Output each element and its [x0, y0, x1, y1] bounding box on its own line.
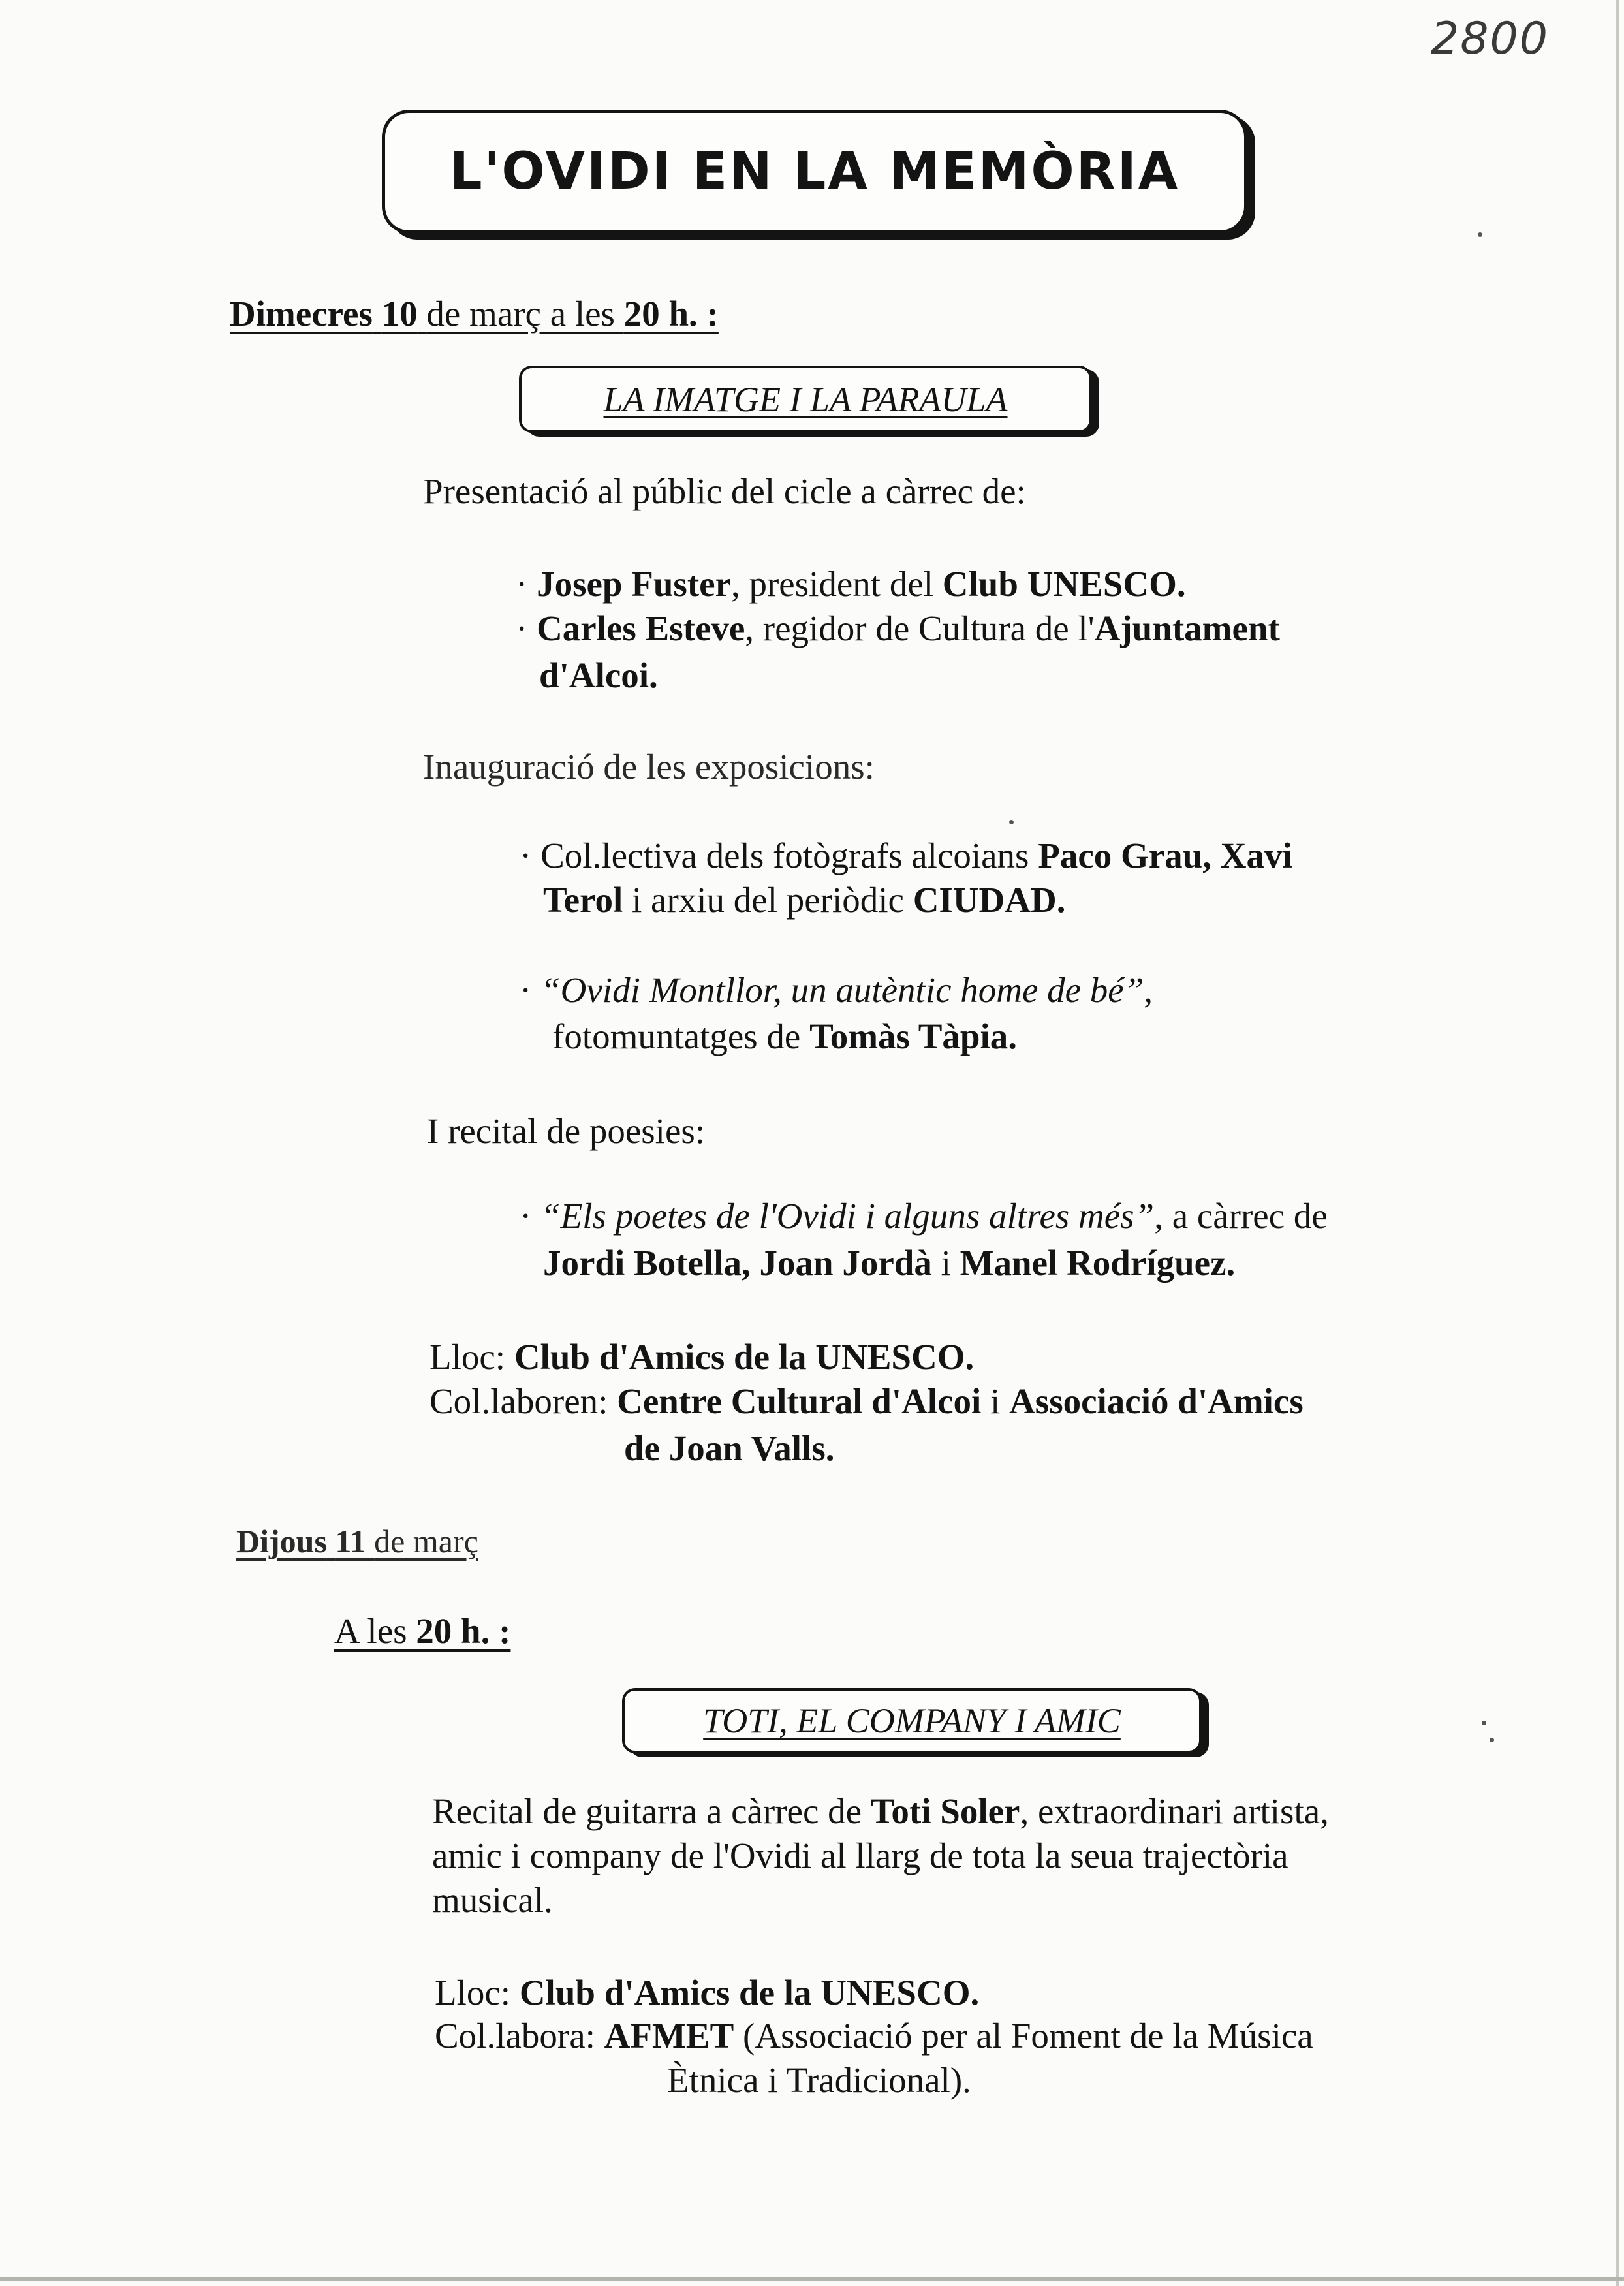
- recital-performers-a: Jordi Botella, Joan Jordà: [543, 1243, 932, 1283]
- expo-1: · Col.lectiva dels fotògrafs alcoians Paco Grau, Xavi: [520, 836, 1292, 875]
- day1-collab-a: Centre Cultural d'Alcoi: [617, 1381, 982, 1421]
- title-box: [382, 110, 1247, 234]
- expo-1-names-cont: Terol: [543, 880, 623, 920]
- presenter-1: · Josep Fuster, president del Club UNESCO.: [516, 564, 1186, 604]
- day1-collab-cont: [624, 1427, 834, 1470]
- day1-section-title: LA IMATGE I LA PARAULA: [603, 379, 1008, 419]
- expo-2: · “Ovidi Montllor, un autèntic home de bé”,: [520, 970, 1153, 1010]
- day1-intro: Presentació al públic del cicle a càrrec de:: [423, 471, 1026, 511]
- presenter-2-org-cont: d'Alcoi.: [539, 655, 658, 695]
- day1-lloc: [429, 1336, 974, 1379]
- day2-collab-cont: Ètnica i Tradicional).: [667, 2060, 971, 2100]
- day1-lloc-value: Club d'Amics de la UNESCO.: [514, 1337, 975, 1377]
- scan-bottom-edge: [0, 2277, 1624, 2281]
- day2-desc-2: amic i company de l'Ovidi al llarg de tota la seua trajectòria: [432, 1836, 1288, 1875]
- day1-collab: [429, 1380, 1304, 1423]
- day2-time-label: A les: [334, 1611, 407, 1651]
- day2-section-title: TOTI, EL COMPANY I AMIC: [703, 1701, 1121, 1740]
- speck: [1482, 1721, 1486, 1725]
- day2-lloc-label: Lloc:: [435, 1973, 511, 2012]
- presenter-2: · Carles Esteve, regidor de Cultura de l'Ajuntament: [516, 608, 1280, 648]
- expo-2-title: “Ovidi Montllor, un autèntic home de bé”,: [540, 970, 1153, 1010]
- day2-lloc: [435, 1971, 979, 2014]
- day1-collab-b: Associació d'Amics: [1009, 1381, 1304, 1421]
- recital-line: · “Els poetes de l'Ovidi i alguns altres més”, a càrrec de: [520, 1196, 1328, 1236]
- expo-intro: Inauguració de les exposicions:: [423, 747, 875, 787]
- speck: [1478, 232, 1482, 237]
- day1-collab-label: Col.laboren:: [429, 1381, 608, 1421]
- recital-and: i: [941, 1243, 951, 1283]
- speck: [1490, 1738, 1494, 1742]
- day2-collab-label: Col.labora:: [435, 2016, 595, 2056]
- presenter-1-name: Josep Fuster: [537, 564, 731, 604]
- speck: [1009, 820, 1014, 824]
- day1-num: 10: [381, 294, 418, 334]
- day1-collab-and: i: [990, 1381, 1001, 1421]
- recital-text: , a càrrec de: [1154, 1196, 1328, 1236]
- day2-day: Dijous: [236, 1523, 327, 1559]
- day2-num: 11: [335, 1523, 366, 1559]
- day2-collab-org: AFMET: [604, 2016, 734, 2056]
- day1-hour: 20 h. :: [623, 294, 719, 334]
- day2-desc-1: [432, 1790, 1329, 1833]
- expo-2-text: fotomuntatges de: [552, 1016, 801, 1056]
- presenter-1-org: Club UNESCO.: [942, 564, 1186, 604]
- expo-2-cont: [552, 1015, 1017, 1058]
- page-title: L'OVIDI EN LA MEMÒRIA: [449, 142, 1180, 201]
- recital-performers: [543, 1242, 1235, 1285]
- day2-heading: [236, 1520, 478, 1563]
- recital-performers-b: Manel Rodríguez.: [960, 1243, 1236, 1283]
- day1-lloc-label: Lloc:: [429, 1337, 506, 1377]
- recital-intro: I recital de poesies:: [427, 1111, 706, 1151]
- day1-de: de març a les: [426, 294, 615, 334]
- day2-hour: 20 h. :: [416, 1611, 511, 1651]
- day2-desc-3: musical.: [432, 1880, 553, 1920]
- expo-1-text: Col.lectiva dels fotògrafs alcoians: [540, 836, 1029, 875]
- presenter-1-role: , president del: [730, 564, 934, 604]
- day2-collab: [435, 2014, 1313, 2058]
- expo-1-names: Paco Grau, Xavi: [1038, 836, 1292, 875]
- day2-desc-text-b: , extraordinari artista,: [1020, 1791, 1329, 1831]
- expo-2-author: Tomàs Tàpia.: [809, 1016, 1017, 1056]
- day2-section-box: [622, 1688, 1202, 1753]
- expo-1-org: CIUDAD.: [913, 880, 1066, 920]
- day2-lloc-value: Club d'Amics de la UNESCO.: [519, 1973, 980, 2012]
- day2-desc-text: Recital de guitarra a càrrec de: [432, 1791, 862, 1831]
- day1-day: Dimecres: [230, 294, 373, 334]
- day2-de: de març: [374, 1523, 478, 1559]
- presenter-2-cont: [539, 654, 658, 697]
- presenter-2-org: Ajuntament: [1094, 608, 1280, 648]
- expo-1-cont: [543, 879, 1065, 922]
- expo-1-text-cont: i arxiu del periòdic: [632, 880, 904, 920]
- day1-section-box: [519, 366, 1092, 433]
- day1-collab-c: de Joan Valls.: [624, 1428, 835, 1468]
- recital-title: “Els poetes de l'Ovidi i alguns altres més”: [540, 1196, 1155, 1236]
- scan-edge: [1616, 0, 1619, 2286]
- day2-performer: Toti Soler: [870, 1791, 1020, 1831]
- day2-collab-text: (Associació per al Foment de la Música: [743, 2016, 1313, 2056]
- presenter-2-role: , regidor de Cultura de l': [745, 608, 1095, 648]
- day2-time: [334, 1610, 510, 1653]
- day1-heading: [230, 292, 719, 336]
- handwritten-number: 2800: [1431, 13, 1550, 65]
- presenter-2-name: Carles Esteve: [537, 608, 745, 648]
